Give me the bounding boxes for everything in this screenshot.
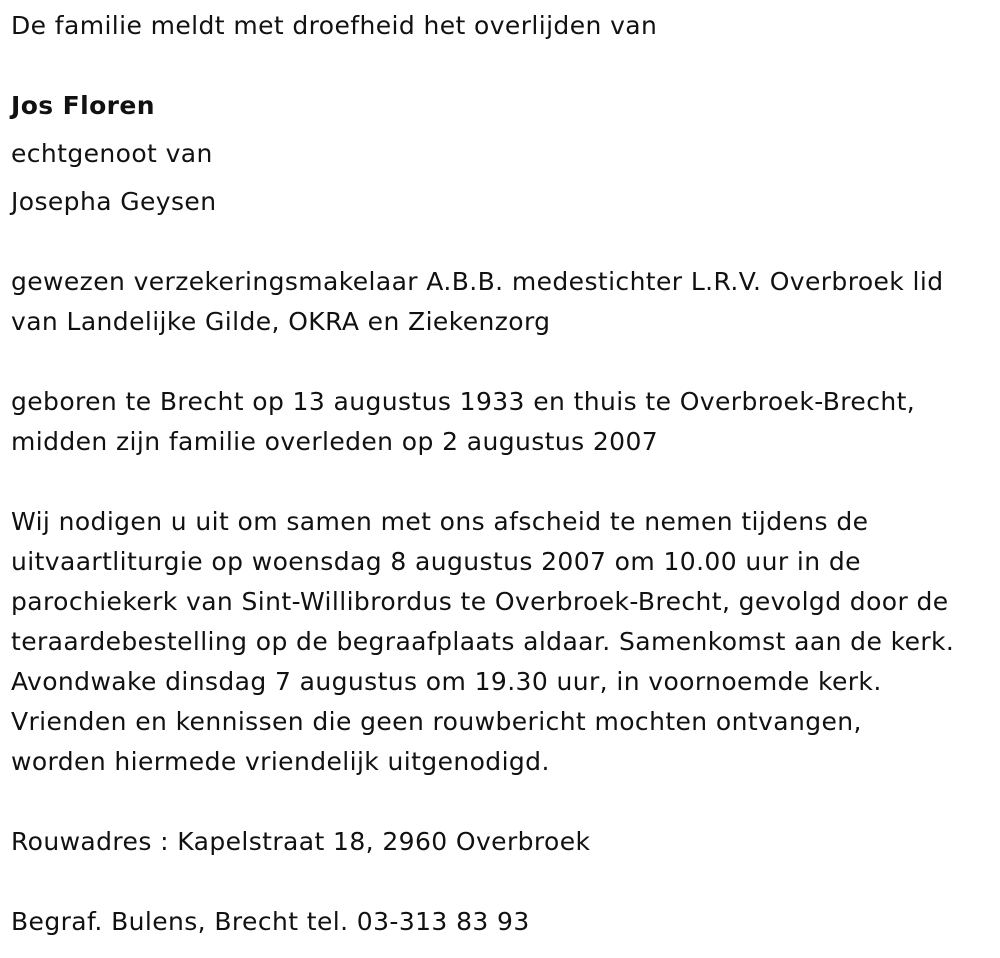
mourning-address-text: Rouwadres : Kapelstraat 18, 2960 Overbroek xyxy=(11,827,591,856)
deceased-name: Jos Floren xyxy=(11,91,155,120)
ceremony-line: Vrienden en kennissen die geen rouwbericht mochten ontvangen, xyxy=(11,707,862,736)
ceremony-line: teraardebestelling op de begraafplaats aldaar. Samenkomst aan de kerk. xyxy=(11,627,955,656)
occupation-line: gewezen verzekeringsmakelaar A.B.B. medestichter L.R.V. Overbroek lid xyxy=(11,267,944,296)
ceremony-line: uitvaartliturgie op woensdag 8 augustus 2007 om 10.00 uur in de xyxy=(11,547,861,576)
ceremony-paragraph xyxy=(11,502,954,782)
birth-death-line: geboren te Brecht op 13 augustus 1933 en thuis te Overbroek-Brecht, xyxy=(11,387,916,416)
occupation-line: van Landelijke Gilde, OKRA en Ziekenzorg xyxy=(11,307,551,336)
birth-death-line: midden zijn familie overleden op 2 augustus 2007 xyxy=(11,427,659,456)
relation-label: echtgenoot van xyxy=(11,139,213,168)
mourning-address xyxy=(11,822,590,862)
ceremony-line: parochiekerk van Sint-Willibrordus te Overbroek-Brecht, gevolgd door de xyxy=(11,587,949,616)
birth-death-paragraph xyxy=(11,382,915,462)
ceremony-line: Wij nodigen u uit om samen met ons afscheid te nemen tijdens de xyxy=(11,507,869,536)
ceremony-line: Avondwake dinsdag 7 augustus om 19.30 uur, in voornoemde kerk. xyxy=(11,667,882,696)
ceremony-line: worden hiermede vriendelijk uitgenodigd. xyxy=(11,747,550,776)
undertaker-text: Begraf. Bulens, Brecht tel. 03-313 83 93 xyxy=(11,907,530,936)
spouse-name: Josepha Geysen xyxy=(11,187,217,216)
intro-text: De familie meldt met droefheid het overlijden van xyxy=(11,11,658,40)
occupation-paragraph xyxy=(11,262,943,342)
undertaker-info xyxy=(11,902,530,942)
